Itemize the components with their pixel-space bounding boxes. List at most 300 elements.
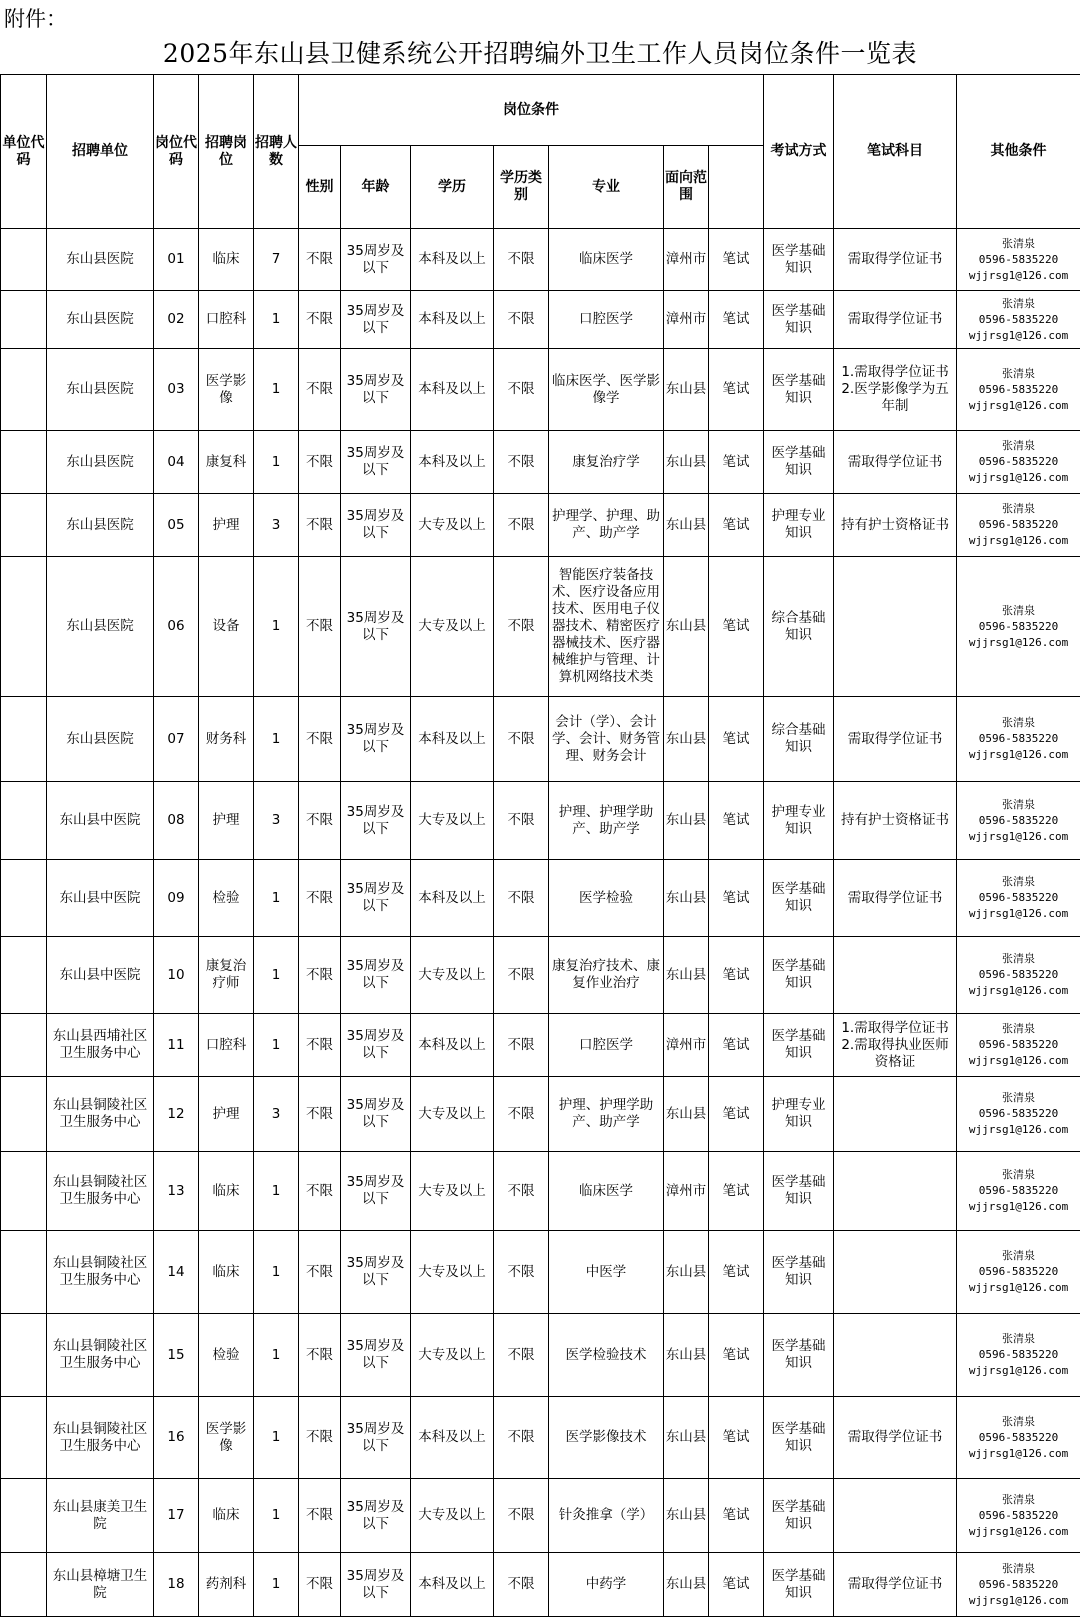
cell-major: 护理学、护理、助产、助产学 — [549, 494, 664, 557]
contact-line: wjjrsg1@126.com — [958, 533, 1079, 549]
header-post: 招聘岗位 — [199, 75, 254, 229]
cell-edu-type: 不限 — [494, 229, 549, 291]
header-gender: 性别 — [299, 146, 341, 229]
cell-post: 临床 — [199, 1152, 254, 1231]
cell-age: 35周岁及以下 — [341, 1397, 411, 1479]
cell-exam-subject: 护理专业知识 — [764, 494, 834, 557]
cell-exam-method: 笔试 — [709, 860, 764, 937]
cell-unit: 东山县铜陵社区卫生服务中心 — [47, 1397, 154, 1479]
cell-exam-subject: 医学基础知识 — [764, 1397, 834, 1479]
table-row — [1, 557, 1080, 697]
cell-unit-code — [1, 557, 47, 697]
cell-edu-type: 不限 — [494, 937, 549, 1014]
cell-other: 持有护士资格证书 — [834, 782, 957, 860]
cell-edu-type: 不限 — [494, 291, 549, 349]
cell-edu-type: 不限 — [494, 1077, 549, 1152]
cell-unit-code — [1, 1231, 47, 1314]
cell-count: 3 — [254, 782, 299, 860]
cell-unit-code — [1, 1479, 47, 1553]
cell-age: 35周岁及以下 — [341, 1314, 411, 1397]
table-row — [1, 1553, 1080, 1617]
cell-exam-method: 笔试 — [709, 431, 764, 494]
contact-line: 0596-5835220 — [958, 1183, 1079, 1199]
cell-post-code: 02 — [154, 291, 199, 349]
cell-unit: 东山县铜陵社区卫生服务中心 — [47, 1152, 154, 1231]
cell-contact — [957, 1231, 1080, 1314]
cell-count: 1 — [254, 1397, 299, 1479]
cell-major: 中医学 — [549, 1231, 664, 1314]
cell-other — [834, 1077, 957, 1152]
cell-other: 1.需取得学位证书 2.需取得执业医师资格证 — [834, 1014, 957, 1077]
cell-edu-type: 不限 — [494, 860, 549, 937]
cell-education: 大专及以上 — [411, 1314, 494, 1397]
cell-gender: 不限 — [299, 937, 341, 1014]
cell-post-code: 14 — [154, 1231, 199, 1314]
cell-exam-subject: 医学基础知识 — [764, 431, 834, 494]
cell-contact — [957, 1152, 1080, 1231]
cell-exam-subject: 医学基础知识 — [764, 229, 834, 291]
contact-line: wjjrsg1@126.com — [958, 747, 1079, 763]
cell-unit: 东山县医院 — [47, 557, 154, 697]
contact-line: 0596-5835220 — [958, 1264, 1079, 1280]
cell-exam-method: 笔试 — [709, 1014, 764, 1077]
cell-count: 1 — [254, 291, 299, 349]
cell-age: 35周岁及以下 — [341, 1077, 411, 1152]
cell-exam-method: 笔试 — [709, 697, 764, 782]
cell-scope: 东山县 — [664, 860, 709, 937]
cell-gender: 不限 — [299, 494, 341, 557]
cell-post-code: 12 — [154, 1077, 199, 1152]
cell-major: 康复治疗技术、康复作业治疗 — [549, 937, 664, 1014]
cell-post: 医学影像 — [199, 349, 254, 431]
cell-exam-method: 笔试 — [709, 1077, 764, 1152]
cell-count: 1 — [254, 431, 299, 494]
cell-unit-code — [1, 1397, 47, 1479]
contact-line: 张清泉 — [958, 1248, 1079, 1264]
cell-count: 3 — [254, 494, 299, 557]
positions-table — [0, 74, 1080, 1617]
cell-scope: 东山县 — [664, 1553, 709, 1617]
cell-contact — [957, 1077, 1080, 1152]
cell-post-code: 08 — [154, 782, 199, 860]
cell-exam-subject: 医学基础知识 — [764, 1553, 834, 1617]
cell-edu-type: 不限 — [494, 1397, 549, 1479]
cell-exam-subject: 综合基础知识 — [764, 557, 834, 697]
cell-exam-method: 笔试 — [709, 1152, 764, 1231]
header-count: 招聘人数 — [254, 75, 299, 229]
cell-post-code: 06 — [154, 557, 199, 697]
cell-edu-type: 不限 — [494, 1231, 549, 1314]
cell-unit: 东山县医院 — [47, 494, 154, 557]
cell-exam-method: 笔试 — [709, 1553, 764, 1617]
cell-edu-type: 不限 — [494, 1014, 549, 1077]
table-row — [1, 782, 1080, 860]
cell-count: 7 — [254, 229, 299, 291]
cell-unit: 东山县铜陵社区卫生服务中心 — [47, 1077, 154, 1152]
cell-unit-code — [1, 494, 47, 557]
contact-line: 0596-5835220 — [958, 731, 1079, 747]
cell-post: 康复科 — [199, 431, 254, 494]
cell-unit-code — [1, 860, 47, 937]
header-post-code: 岗位代码 — [154, 75, 199, 229]
cell-exam-method: 笔试 — [709, 1397, 764, 1479]
cell-unit-code — [1, 1077, 47, 1152]
cell-count: 1 — [254, 349, 299, 431]
cell-exam-method: 笔试 — [709, 557, 764, 697]
cell-education: 本科及以上 — [411, 860, 494, 937]
cell-unit: 东山县中医院 — [47, 937, 154, 1014]
cell-contact — [957, 1314, 1080, 1397]
cell-post-code: 09 — [154, 860, 199, 937]
cell-contact — [957, 229, 1080, 291]
cell-post-code: 11 — [154, 1014, 199, 1077]
cell-age: 35周岁及以下 — [341, 494, 411, 557]
cell-unit: 东山县樟塘卫生院 — [47, 1553, 154, 1617]
cell-major: 中药学 — [549, 1553, 664, 1617]
cell-contact — [957, 1397, 1080, 1479]
cell-gender: 不限 — [299, 1077, 341, 1152]
cell-education: 大专及以上 — [411, 1077, 494, 1152]
table-row — [1, 431, 1080, 494]
header-unit: 招聘单位 — [47, 75, 154, 229]
cell-exam-method: 笔试 — [709, 782, 764, 860]
cell-age: 35周岁及以下 — [341, 860, 411, 937]
table-row — [1, 494, 1080, 557]
cell-unit-code — [1, 937, 47, 1014]
table-row — [1, 1077, 1080, 1152]
cell-unit-code — [1, 291, 47, 349]
header-unit-code: 单位代码 — [1, 75, 47, 229]
cell-unit: 东山县铜陵社区卫生服务中心 — [47, 1231, 154, 1314]
cell-education: 大专及以上 — [411, 937, 494, 1014]
cell-education: 大专及以上 — [411, 1231, 494, 1314]
cell-scope: 东山县 — [664, 494, 709, 557]
cell-gender: 不限 — [299, 1553, 341, 1617]
cell-exam-subject: 护理专业知识 — [764, 782, 834, 860]
contact-line: 张清泉 — [958, 296, 1079, 312]
cell-exam-subject: 医学基础知识 — [764, 937, 834, 1014]
cell-education: 大专及以上 — [411, 1152, 494, 1231]
cell-education: 大专及以上 — [411, 782, 494, 860]
cell-unit-code — [1, 1014, 47, 1077]
cell-exam-method: 笔试 — [709, 937, 764, 1014]
contact-line: 0596-5835220 — [958, 890, 1079, 906]
header-exam-subject: 笔试科目 — [834, 75, 957, 229]
cell-unit-code — [1, 1152, 47, 1231]
cell-contact — [957, 937, 1080, 1014]
contact-line: 0596-5835220 — [958, 1577, 1079, 1593]
cell-education: 本科及以上 — [411, 1397, 494, 1479]
table-row — [1, 291, 1080, 349]
cell-scope: 漳州市 — [664, 229, 709, 291]
cell-age: 35周岁及以下 — [341, 937, 411, 1014]
cell-unit-code — [1, 349, 47, 431]
contact-line: 0596-5835220 — [958, 454, 1079, 470]
cell-unit: 东山县医院 — [47, 291, 154, 349]
cell-post: 设备 — [199, 557, 254, 697]
cell-education: 本科及以上 — [411, 1014, 494, 1077]
table-row — [1, 697, 1080, 782]
cell-major: 会计（学）、会计学、会计、财务管理、财务会计 — [549, 697, 664, 782]
header-education: 学历 — [411, 146, 494, 229]
contact-line: wjjrsg1@126.com — [958, 268, 1079, 284]
cell-major: 医学检验技术 — [549, 1314, 664, 1397]
cell-count: 1 — [254, 1553, 299, 1617]
cell-post: 临床 — [199, 1231, 254, 1314]
cell-other: 需取得学位证书 — [834, 1553, 957, 1617]
cell-edu-type: 不限 — [494, 1479, 549, 1553]
cell-education: 本科及以上 — [411, 697, 494, 782]
contact-line: wjjrsg1@126.com — [958, 1199, 1079, 1215]
cell-age: 35周岁及以下 — [341, 1152, 411, 1231]
table-header — [1, 75, 1080, 229]
cell-other: 需取得学位证书 — [834, 860, 957, 937]
contact-line: wjjrsg1@126.com — [958, 1593, 1079, 1609]
cell-education: 本科及以上 — [411, 1553, 494, 1617]
cell-gender: 不限 — [299, 1479, 341, 1553]
contact-line: wjjrsg1@126.com — [958, 829, 1079, 845]
cell-gender: 不限 — [299, 431, 341, 494]
cell-exam-subject: 护理专业知识 — [764, 1077, 834, 1152]
contact-line: 0596-5835220 — [958, 1430, 1079, 1446]
contact-line: 0596-5835220 — [958, 382, 1079, 398]
cell-education: 大专及以上 — [411, 494, 494, 557]
cell-count: 1 — [254, 1014, 299, 1077]
cell-unit: 东山县康美卫生院 — [47, 1479, 154, 1553]
contact-line: wjjrsg1@126.com — [958, 1122, 1079, 1138]
header-age: 年龄 — [341, 146, 411, 229]
cell-post-code: 16 — [154, 1397, 199, 1479]
cell-scope: 东山县 — [664, 697, 709, 782]
cell-scope: 东山县 — [664, 349, 709, 431]
cell-other — [834, 937, 957, 1014]
contact-line: wjjrsg1@126.com — [958, 470, 1079, 486]
cell-age: 35周岁及以下 — [341, 1553, 411, 1617]
contact-line: 张清泉 — [958, 366, 1079, 382]
cell-post: 护理 — [199, 782, 254, 860]
cell-major: 临床医学、医学影像学 — [549, 349, 664, 431]
cell-exam-subject: 医学基础知识 — [764, 1314, 834, 1397]
cell-post-code: 01 — [154, 229, 199, 291]
cell-post-code: 07 — [154, 697, 199, 782]
contact-line: wjjrsg1@126.com — [958, 906, 1079, 922]
cell-other: 需取得学位证书 — [834, 1397, 957, 1479]
cell-other: 需取得学位证书 — [834, 697, 957, 782]
cell-post-code: 18 — [154, 1553, 199, 1617]
cell-unit: 东山县中医院 — [47, 782, 154, 860]
contact-line: wjjrsg1@126.com — [958, 1280, 1079, 1296]
table-row — [1, 1397, 1080, 1479]
cell-post: 护理 — [199, 1077, 254, 1152]
cell-age: 35周岁及以下 — [341, 229, 411, 291]
contact-line: wjjrsg1@126.com — [958, 328, 1079, 344]
cell-count: 1 — [254, 1314, 299, 1397]
cell-scope: 东山县 — [664, 782, 709, 860]
contact-line: wjjrsg1@126.com — [958, 983, 1079, 999]
header-scope: 面向范围 — [664, 146, 709, 229]
cell-post: 口腔科 — [199, 291, 254, 349]
cell-age: 35周岁及以下 — [341, 1231, 411, 1314]
cell-edu-type: 不限 — [494, 557, 549, 697]
table-row — [1, 1479, 1080, 1553]
contact-line: 张清泉 — [958, 236, 1079, 252]
cell-scope: 东山县 — [664, 431, 709, 494]
contact-line: 张清泉 — [958, 715, 1079, 731]
cell-post: 药剂科 — [199, 1553, 254, 1617]
cell-edu-type: 不限 — [494, 1553, 549, 1617]
table-row — [1, 860, 1080, 937]
cell-other — [834, 1479, 957, 1553]
cell-gender: 不限 — [299, 557, 341, 697]
contact-line: wjjrsg1@126.com — [958, 635, 1079, 651]
cell-post: 财务科 — [199, 697, 254, 782]
cell-education: 本科及以上 — [411, 291, 494, 349]
cell-unit-code — [1, 1553, 47, 1617]
contact-line: 张清泉 — [958, 1331, 1079, 1347]
cell-count: 1 — [254, 1479, 299, 1553]
cell-exam-subject: 医学基础知识 — [764, 1479, 834, 1553]
cell-gender: 不限 — [299, 1231, 341, 1314]
cell-edu-type: 不限 — [494, 782, 549, 860]
cell-education: 大专及以上 — [411, 1479, 494, 1553]
cell-post: 口腔科 — [199, 1014, 254, 1077]
contact-line: 0596-5835220 — [958, 1347, 1079, 1363]
cell-unit: 东山县医院 — [47, 697, 154, 782]
cell-exam-method: 笔试 — [709, 291, 764, 349]
cell-age: 35周岁及以下 — [341, 557, 411, 697]
cell-count: 1 — [254, 557, 299, 697]
cell-unit-code — [1, 782, 47, 860]
cell-major: 护理、护理学助产、助产学 — [549, 782, 664, 860]
cell-exam-method: 笔试 — [709, 494, 764, 557]
cell-gender: 不限 — [299, 1397, 341, 1479]
cell-education: 本科及以上 — [411, 431, 494, 494]
cell-scope: 东山县 — [664, 1231, 709, 1314]
cell-edu-type: 不限 — [494, 1314, 549, 1397]
cell-post: 临床 — [199, 229, 254, 291]
contact-line: 0596-5835220 — [958, 967, 1079, 983]
cell-contact — [957, 697, 1080, 782]
cell-major: 针灸推拿（学） — [549, 1479, 664, 1553]
table-row — [1, 229, 1080, 291]
cell-count: 3 — [254, 1077, 299, 1152]
cell-post-code: 10 — [154, 937, 199, 1014]
cell-gender: 不限 — [299, 860, 341, 937]
cell-gender: 不限 — [299, 1014, 341, 1077]
contact-line: 张清泉 — [958, 501, 1079, 517]
contact-line: 张清泉 — [958, 603, 1079, 619]
cell-unit-code — [1, 431, 47, 494]
table-row — [1, 349, 1080, 431]
contact-line: 0596-5835220 — [958, 813, 1079, 829]
cell-gender: 不限 — [299, 697, 341, 782]
contact-line: wjjrsg1@126.com — [958, 1363, 1079, 1379]
cell-gender: 不限 — [299, 1152, 341, 1231]
table-row — [1, 1152, 1080, 1231]
cell-other: 需取得学位证书 — [834, 291, 957, 349]
contact-line: 0596-5835220 — [958, 252, 1079, 268]
cell-count: 1 — [254, 860, 299, 937]
cell-contact — [957, 291, 1080, 349]
cell-edu-type: 不限 — [494, 1152, 549, 1231]
cell-age: 35周岁及以下 — [341, 1014, 411, 1077]
cell-count: 1 — [254, 697, 299, 782]
contact-line: 张清泉 — [958, 1561, 1079, 1577]
cell-gender: 不限 — [299, 782, 341, 860]
cell-scope: 漳州市 — [664, 291, 709, 349]
contact-line: 0596-5835220 — [958, 1106, 1079, 1122]
cell-contact — [957, 1553, 1080, 1617]
contact-line: 张清泉 — [958, 1492, 1079, 1508]
header-major: 专业 — [549, 146, 664, 229]
cell-edu-type: 不限 — [494, 494, 549, 557]
page-title: 2025年东山县卫健系统公开招聘编外卫生工作人员岗位条件一览表 — [0, 34, 1080, 74]
contact-line: wjjrsg1@126.com — [958, 1053, 1079, 1069]
cell-post: 康复治疗师 — [199, 937, 254, 1014]
cell-scope: 漳州市 — [664, 1152, 709, 1231]
cell-contact — [957, 557, 1080, 697]
cell-exam-subject: 医学基础知识 — [764, 1231, 834, 1314]
cell-contact — [957, 349, 1080, 431]
cell-age: 35周岁及以下 — [341, 697, 411, 782]
cell-major: 医学检验 — [549, 860, 664, 937]
contact-line: 0596-5835220 — [958, 1508, 1079, 1524]
cell-post: 临床 — [199, 1479, 254, 1553]
cell-scope: 东山县 — [664, 557, 709, 697]
table-row — [1, 1314, 1080, 1397]
cell-age: 35周岁及以下 — [341, 1479, 411, 1553]
cell-unit-code — [1, 1314, 47, 1397]
contact-line: 张清泉 — [958, 951, 1079, 967]
cell-exam-subject: 综合基础知识 — [764, 697, 834, 782]
cell-contact — [957, 431, 1080, 494]
cell-exam-method: 笔试 — [709, 1479, 764, 1553]
cell-count: 1 — [254, 1231, 299, 1314]
contact-line: 0596-5835220 — [958, 517, 1079, 533]
cell-unit: 东山县医院 — [47, 349, 154, 431]
cell-other — [834, 1152, 957, 1231]
cell-contact — [957, 1014, 1080, 1077]
header-exam-method: 考试方式 — [764, 75, 834, 229]
cell-scope: 东山县 — [664, 1397, 709, 1479]
cell-post: 医学影像 — [199, 1397, 254, 1479]
cell-exam-method: 笔试 — [709, 1314, 764, 1397]
cell-other: 需取得学位证书 — [834, 229, 957, 291]
cell-exam-method: 笔试 — [709, 349, 764, 431]
cell-post: 检验 — [199, 1314, 254, 1397]
cell-major: 智能医疗装备技术、医疗设备应用技术、医用电子仪器技术、精密医疗器械技术、医疗器械维护与管理、计算机网络技术类 — [549, 557, 664, 697]
cell-other: 需取得学位证书 — [834, 431, 957, 494]
cell-gender: 不限 — [299, 349, 341, 431]
cell-unit: 东山县铜陵社区卫生服务中心 — [47, 1314, 154, 1397]
cell-major: 护理、护理学助产、助产学 — [549, 1077, 664, 1152]
cell-scope: 东山县 — [664, 1077, 709, 1152]
cell-major: 临床医学 — [549, 1152, 664, 1231]
cell-age: 35周岁及以下 — [341, 431, 411, 494]
cell-edu-type: 不限 — [494, 431, 549, 494]
cell-post-code: 17 — [154, 1479, 199, 1553]
cell-post-code: 03 — [154, 349, 199, 431]
cell-major: 口腔医学 — [549, 291, 664, 349]
cell-exam-subject: 医学基础知识 — [764, 1152, 834, 1231]
cell-post-code: 13 — [154, 1152, 199, 1231]
cell-gender: 不限 — [299, 229, 341, 291]
cell-scope: 东山县 — [664, 937, 709, 1014]
contact-line: wjjrsg1@126.com — [958, 398, 1079, 414]
cell-unit-code — [1, 697, 47, 782]
cell-post: 检验 — [199, 860, 254, 937]
cell-exam-subject: 医学基础知识 — [764, 1014, 834, 1077]
